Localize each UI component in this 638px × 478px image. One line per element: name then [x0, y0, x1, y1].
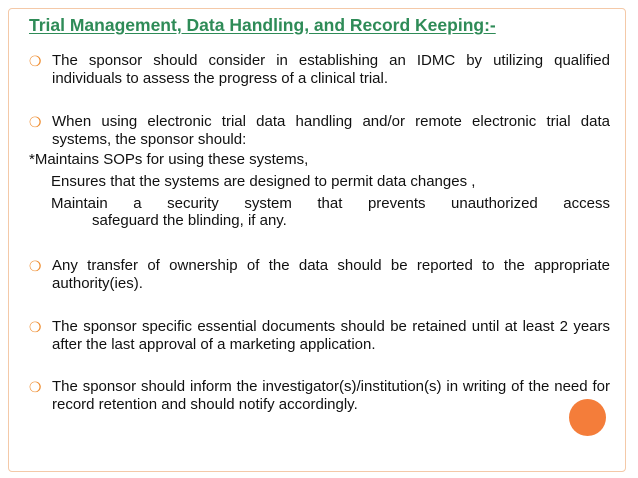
bullet-idmc [29, 52, 610, 88]
bullet-text: The sponsor specific essential documents should be retained until at least 2 years after the last approval of a marketing application. [52, 318, 610, 353]
bullet-text: The sponsor should inform the investigator(s)/institution(s) in writing of the need for record retention and should notify accordingly. [52, 378, 610, 413]
bullet-inform-investigator [29, 378, 610, 414]
bullet-icon: ❍ [29, 258, 42, 274]
bullet-text: When using electronic trial data handling and/or remote electronic trial data systems, the sponsor should: [52, 113, 610, 148]
bullet-text: The sponsor should consider in establishing an IDMC by utilizing qualified individuals to assess the progress of a clinical trial. [52, 52, 610, 87]
sub-item-security: Maintain a security system that prevents unauthorized access [51, 195, 610, 212]
bullet-icon: ❍ [29, 379, 42, 395]
bullet-electronic-systems [29, 113, 610, 149]
sub-item-sops: *Maintains SOPs for using these systems, [29, 151, 309, 168]
slide-title: Trial Management, Data Handling, and Record Keeping:- [29, 15, 496, 35]
bullet-transfer-ownership [29, 257, 610, 293]
accent-circle [569, 399, 606, 436]
bullet-retention [29, 318, 610, 354]
bullet-icon: ❍ [29, 114, 42, 130]
sub-item-data-changes: Ensures that the systems are designed to permit data changes , [51, 173, 476, 190]
bullet-text: Any transfer of ownership of the data should be reported to the appropriate authority(ies). [52, 257, 610, 292]
bullet-icon: ❍ [29, 319, 42, 335]
sub-item-blinding: safeguard the blinding, if any. [92, 212, 287, 229]
bullet-icon: ❍ [29, 53, 42, 69]
